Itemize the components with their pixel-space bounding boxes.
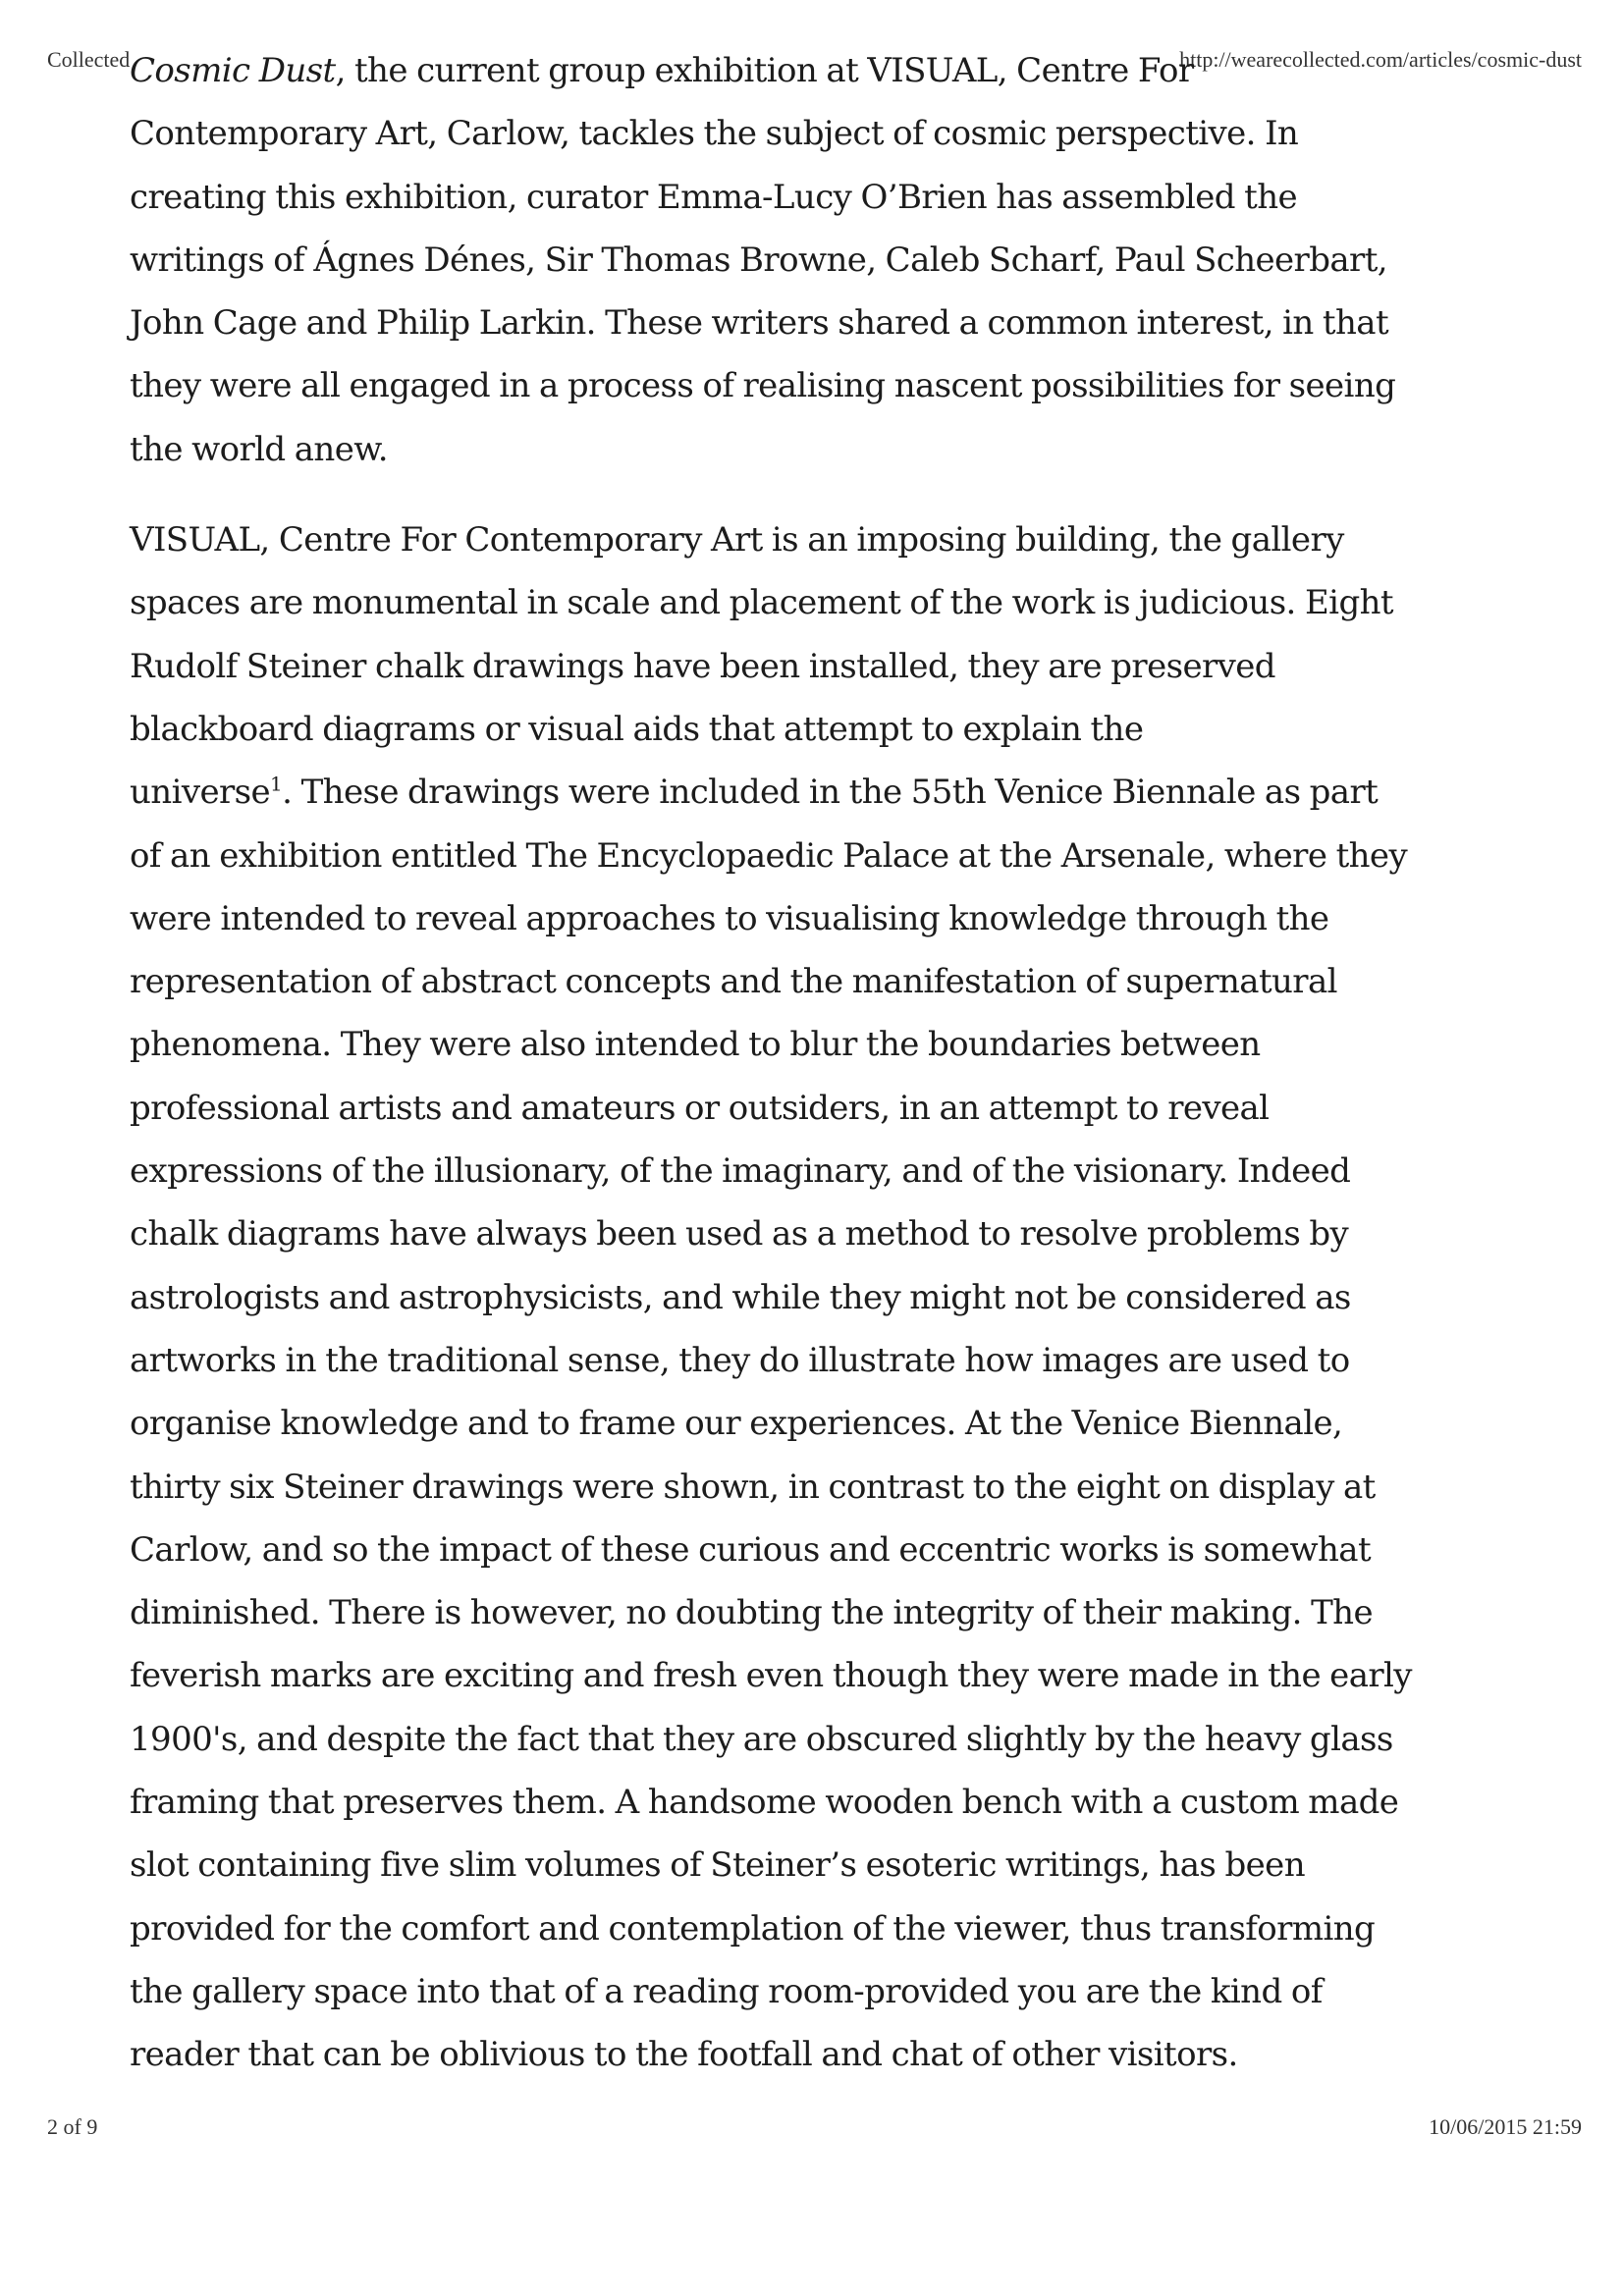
paragraph-line: organise knowledge and to frame our experiences. At the Venice Biennale,: [130, 1404, 1343, 1444]
paragraph-line: of an exhibition entitled The Encyclopaedic Palace at the Arsenale, where they: [130, 835, 1408, 876]
article-body: [130, 39, 1524, 2114]
paragraph-line: creating this exhibition, curator Emma-Lucy O’Brien has assembled the: [130, 177, 1298, 217]
paragraph-line: Carlow, and so the impact of these curious and eccentric works is somewhat: [130, 1529, 1372, 1570]
paragraph-line: Contemporary Art, Carlow, tackles the subject of cosmic perspective. In: [130, 114, 1299, 154]
exhibition-title: Cosmic Dust: [130, 51, 336, 90]
paragraph-line: professional artists and amateurs or outsiders, in an attempt to reveal: [130, 1088, 1270, 1128]
paragraph-line: the gallery space into that of a reading room-provided you are the kind of: [130, 1971, 1323, 2011]
paragraph-line: slot containing five slim volumes of Steiner’s esoteric writings, has been: [130, 1845, 1305, 1886]
paragraph-1-line-1: [130, 39, 1524, 102]
paragraph-1-line-1-rest: , the current group exhibition at VISUAL, Centre For: [335, 51, 1194, 90]
paragraph-line: chalk diagrams have always been used as a method to resolve problems by: [130, 1214, 1349, 1255]
paragraph-line: phenomena. They were also intended to blur the boundaries between: [130, 1025, 1261, 1065]
paragraph-line: were intended to reveal approaches to visualising knowledge through the: [130, 898, 1329, 938]
paragraph-line: Rudolf Steiner chalk drawings have been installed, they are preserved: [130, 646, 1275, 686]
footnote-line-rest: . These drawings were included in the 55th Venice Biennale as part: [282, 773, 1379, 813]
print-footer-page-indicator: 2 of 9: [47, 2114, 98, 2139]
paragraph-line: writings of Ágnes Dénes, Sir Thomas Browne, Caleb Scharf, Paul Scheerbart,: [130, 240, 1387, 280]
footnote-word: universe: [130, 773, 271, 813]
paragraph-line: 1900's, and despite the fact that they are obscured slightly by the heavy glass: [130, 1719, 1393, 1759]
paragraph-2: [130, 508, 1524, 2086]
paragraph-line: reader that can be oblivious to the footfall and chat of other visitors.: [130, 2035, 1238, 2075]
paragraph-line: artworks in the traditional sense, they do illustrate how images are used to: [130, 1340, 1350, 1380]
paragraph-line: the world anew.: [130, 429, 388, 469]
print-footer-timestamp: 10/06/2015 21:59: [1429, 2114, 1582, 2139]
paragraph-line: diminished. There is however, no doubting the integrity of their making. The: [130, 1593, 1373, 1633]
paragraph-line: astrologists and astrophysicists, and while they might not be considered as: [130, 1277, 1351, 1317]
paragraph-line: VISUAL, Centre For Contemporary Art is an imposing building, the gallery: [130, 520, 1344, 561]
paragraph-line: thirty six Steiner drawings were shown, in contrast to the eight on display at: [130, 1467, 1376, 1507]
paragraph-line: spaces are monumental in scale and placement of the work is judicious. Eight: [130, 583, 1393, 623]
paragraph-line: provided for the comfort and contemplation of the viewer, thus transforming: [130, 1908, 1376, 1949]
paragraph-line: blackboard diagrams or visual aids that attempt to explain the: [130, 709, 1144, 749]
print-header-url: http://wearecollected.com/articles/cosmic-dust: [1179, 47, 1582, 72]
paragraph-line: feverish marks are exciting and fresh even though they were made in the early: [130, 1656, 1412, 1696]
paragraph-line: expressions of the illusionary, of the imaginary, and of the visionary. Indeed: [130, 1151, 1351, 1192]
paragraph-line: framing that preserves them. A handsome wooden bench with a custom made: [130, 1783, 1399, 1823]
paragraph-line: they were all engaged in a process of realising nascent possibilities for seeing: [130, 366, 1396, 406]
paragraph-line: John Cage and Philip Larkin. These writers shared a common interest, in that: [130, 303, 1389, 344]
footnote-marker[interactable]: 1: [270, 772, 283, 796]
paragraph-1: [130, 39, 1524, 481]
print-header-site-name: Collected: [47, 47, 131, 72]
paragraph-line: representation of abstract concepts and the manifestation of supernatural: [130, 962, 1337, 1002]
paragraph-line-footnote: [130, 761, 1524, 824]
